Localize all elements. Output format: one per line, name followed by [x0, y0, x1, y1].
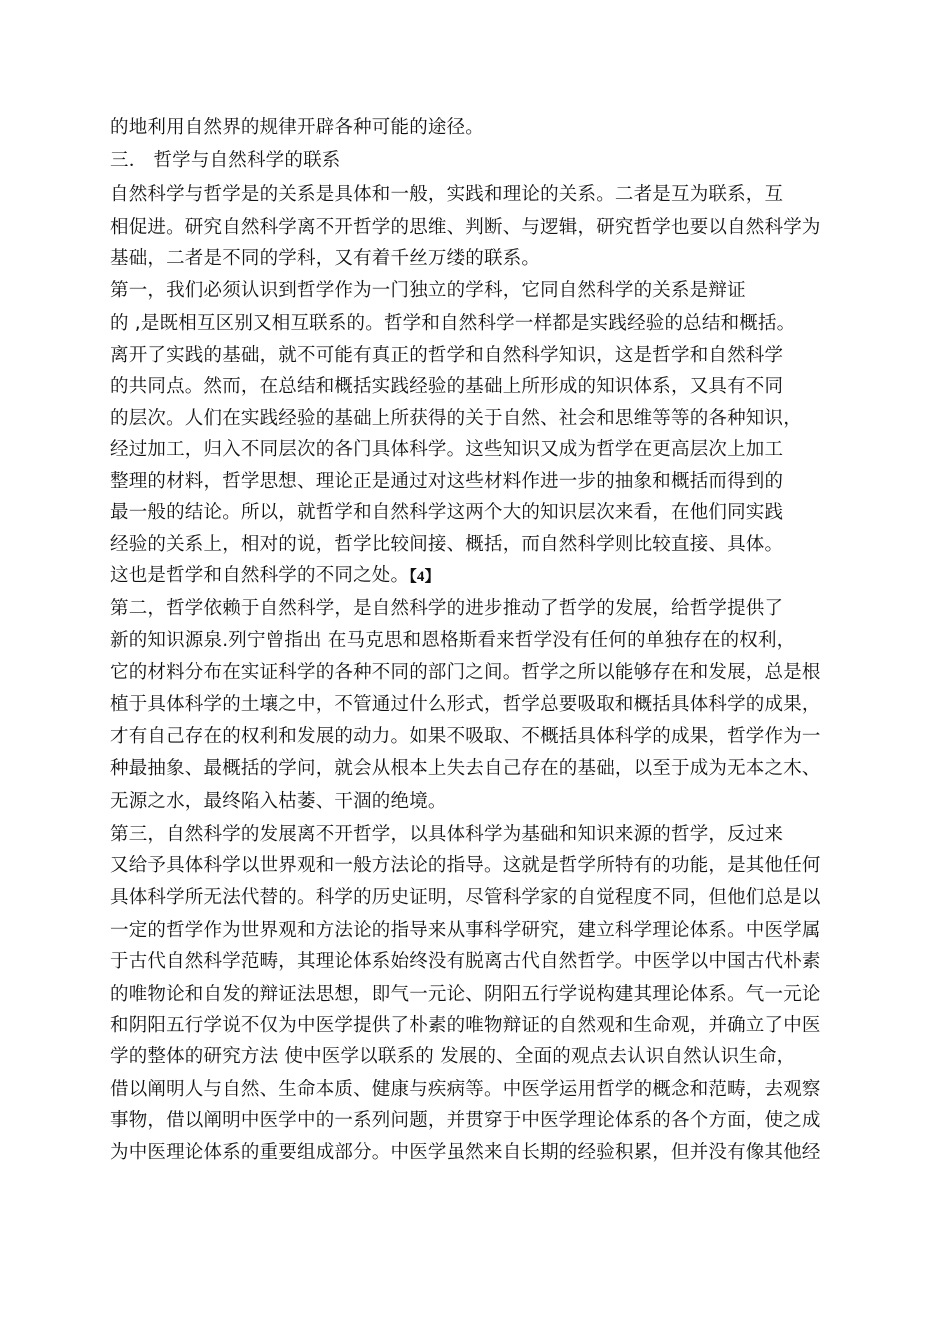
- text-line: 经过加工，归入不同层次的各门具体科学。这些知识又成为哲学在更高层次上加工: [110, 439, 784, 460]
- text-line: 它的材料分布在实证科学的各种不同的部门之间。哲学之所以能够存在和发展，总是根: [110, 662, 821, 683]
- text-line: 经验的关系上，相对的说，哲学比较间接、概括，而自然科学则比较直接、具体。: [110, 534, 784, 555]
- text-line: 的地利用自然界的规律开辟各种可能的途径。: [110, 117, 485, 138]
- text-line: 才有自己存在的权利和发展的动力。如果不吸取、不概括具体科学的成果，哲学作为一: [110, 726, 821, 747]
- reference-mark: 【4】: [409, 569, 440, 585]
- text-span: 这也是哲学和自然科学的不同之处。: [110, 565, 410, 586]
- text-line: 的层次。人们在实践经验的基础上所获得的关于自然、社会和思维等等的各种知识，: [110, 408, 802, 429]
- text-line: 的唯物论和自发的辩证法思想，即气一元论、阴阳五行学说构建其理论体系。气一元论: [110, 984, 821, 1005]
- text-line: 事物，借以阐明中医学中的一系列问题，并贯穿于中医学理论体系的各个方面，使之成: [110, 1110, 821, 1131]
- text-line: 基础，二者是不同的学科，又有着千丝万缕的联系。: [110, 248, 541, 269]
- text-line: 植于具体科学的土壤之中，不管通过什么形式，哲学总要吸取和概括具体科学的成果，: [110, 694, 821, 715]
- text-line: 第一，我们必须认识到哲学作为一门独立的学科，它同自然科学的关系是辩证: [110, 280, 746, 301]
- text-line: 学的整体的研究方法 使中医学以联系的 发展的、全面的观点去认识自然认识生命，: [110, 1046, 796, 1067]
- text-line: 整理的材料，哲学思想、理论正是通过对这些材料作进一步的抽象和概括而得到的: [110, 471, 784, 492]
- text-line: 一定的哲学作为世界观和方法论的指导来从事科学研究，建立科学理论体系。中医学属: [110, 920, 821, 941]
- section-heading: 三． 哲学与自然科学的联系: [110, 150, 341, 171]
- text-line: 种最抽象、最概括的学问，就会从根本上失去自己存在的基础，以至于成为无本之木、: [110, 758, 821, 779]
- text-line: 为中医理论体系的重要组成部分。中医学虽然来自长期的经验积累，但并没有像其他经: [110, 1142, 821, 1163]
- text-line: 具体科学所无法代替的。科学的历史证明，尽管科学家的自觉程度不同，但他们总是以: [110, 887, 821, 908]
- text-line: 最一般的结论。所以，就哲学和自然科学这两个大的知识层次来看，在他们同实践: [110, 502, 784, 523]
- text-line: 无源之水，最终陷入枯萎、干涸的绝境。: [110, 791, 447, 812]
- text-line: 第二，哲学依赖于自然科学，是自然科学的进步推动了哲学的发展，给哲学提供了: [110, 598, 784, 619]
- text-line-with-ref: [110, 561, 440, 592]
- text-line: 的共同点。然而，在总结和概括实践经验的基础上所形成的知识体系，又具有不同: [110, 376, 784, 397]
- text-line: 相促进。研究自然科学离不开哲学的思维、判断、与逻辑，研究哲学也要以自然科学为: [110, 217, 821, 238]
- text-line: 和阴阳五行学说不仅为中医学提供了朴素的唯物辩证的自然观和生命观，并确立了中医: [110, 1015, 821, 1036]
- text-line: 离开了实践的基础，就不可能有真正的哲学和自然科学知识，这是哲学和自然科学: [110, 345, 784, 366]
- text-line: 于古代自然科学范畴，其理论体系始终没有脱离古代自然哲学。中医学以中国古代朴素: [110, 951, 821, 972]
- text-line: 的 ,是既相互区别又相互联系的。哲学和自然科学一样都是实践经验的总结和概括。: [110, 313, 796, 334]
- text-line: 新的知识源泉.列宁曾指出 在马克思和恩格斯看来哲学没有任何的单独存在的权利，: [110, 630, 796, 651]
- text-line: 自然科学与哲学是的关系是具体和一般，实践和理论的关系。二者是互为联系，互: [110, 184, 784, 205]
- text-line: 第三，自然科学的发展离不开哲学，以具体科学为基础和知识来源的哲学，反过来: [110, 824, 784, 845]
- text-line: 又给予具体科学以世界观和一般方法论的指导。这就是哲学所特有的功能，是其他任何: [110, 855, 821, 876]
- text-line: 借以阐明人与自然、生命本质、健康与疾病等。中医学运用哲学的概念和范畴，去观察: [110, 1079, 821, 1100]
